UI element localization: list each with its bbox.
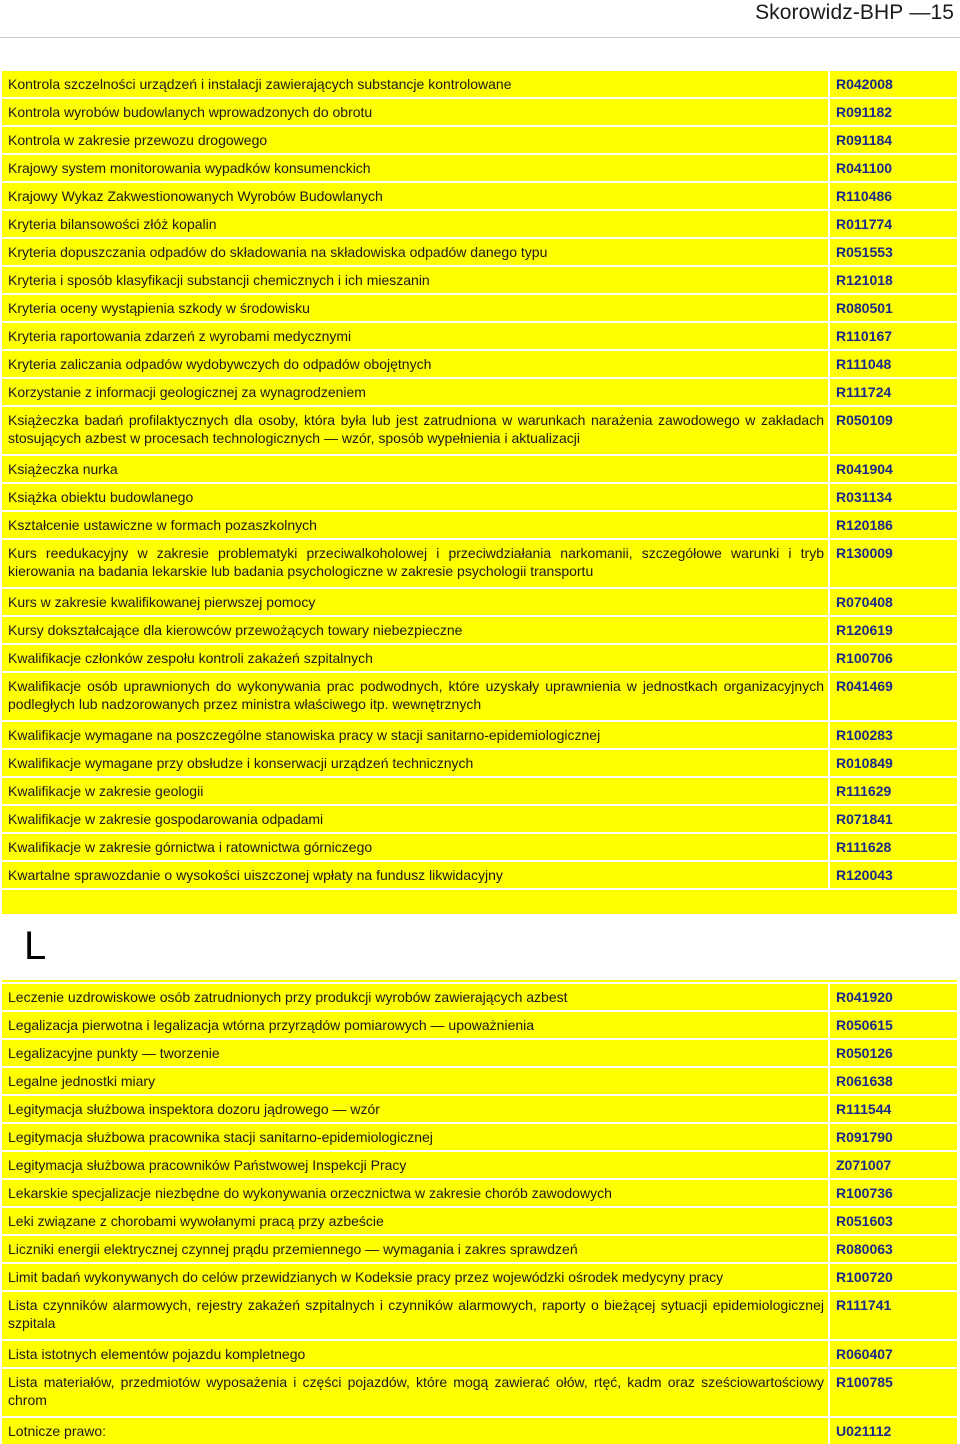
index-row xyxy=(2,671,957,720)
entry-code: R100785 xyxy=(828,1369,957,1416)
index-row xyxy=(2,1038,957,1066)
entry-name: Kryteria oceny wystąpienia szkody w środowisku xyxy=(8,300,310,316)
index-row xyxy=(2,209,957,237)
entry-name: Liczniki energii elektrycznej czynnej prądu przemiennego — wymagania i zakres sprawdzeń xyxy=(8,1241,578,1257)
entry-code: R110167 xyxy=(828,323,957,349)
entry-name: Kontrola szczelności urządzeń i instalacji zawierających substancje kontrolowane xyxy=(8,76,512,92)
entry-name: Kwalifikacje w zakresie gospodarowania odpadami xyxy=(8,811,324,827)
section-letter: L xyxy=(24,924,47,968)
index-row xyxy=(2,1122,957,1150)
entry-name: Kryteria dopuszczania odpadów do składowania na składowiska odpadów danego typu xyxy=(8,244,548,260)
entry-code: R050109 xyxy=(828,407,957,454)
entry-code: R011774 xyxy=(828,211,957,237)
index-row xyxy=(2,982,957,1010)
entry-code: R041920 xyxy=(828,984,957,1010)
entry-name: Legalizacyjne punkty — tworzenie xyxy=(8,1045,220,1061)
entry-name: Kwalifikacje wymagane przy obsłudze i konserwacji urządzeń technicznych xyxy=(8,755,474,771)
index-row xyxy=(2,181,957,209)
page-header xyxy=(0,0,960,38)
entry-name: Krajowy Wykaz Zakwestionowanych Wyrobów Budowlanych xyxy=(8,188,383,204)
entry-name: Kursy dokształcające dla kierowców przewożących towary niebezpieczne xyxy=(8,622,463,638)
index-row xyxy=(2,265,957,293)
entry-code: R061638 xyxy=(828,1068,957,1094)
entry-name: Legalizacja pierwotna i legalizacja wtórna przyrządów pomiarowych — upoważnienia xyxy=(8,1017,535,1033)
entry-code: R051603 xyxy=(828,1208,957,1234)
entry-name: Kryteria raportowania zdarzeń z wyrobami medycznymi xyxy=(8,328,352,344)
entry-name: Książeczka badań profilaktycznych dla osoby, która była lub jest zatrudniona w warunkach narażenia zawodowego w zakładach stosujących azbest w procesach technologicznych — wzór, sposób wypełnienia i aktualizacji xyxy=(8,412,824,446)
page-title: Skorowidz-BHP —15 xyxy=(755,1,954,24)
index-row xyxy=(2,1290,957,1339)
entry-code: R120043 xyxy=(828,862,957,888)
entry-code: R120186 xyxy=(828,512,957,538)
entry-code: R050615 xyxy=(828,1012,957,1038)
entry-name: Leki związane z chorobami wywołanymi pracą przy azbeście xyxy=(8,1213,384,1229)
entry-name: Kwartalne sprawozdanie o wysokości uiszczonej wpłaty na fundusz likwidacyjny xyxy=(8,867,503,883)
entry-code: R091790 xyxy=(828,1124,957,1150)
entry-code: R070408 xyxy=(828,589,957,615)
section-l-header xyxy=(2,912,957,982)
section-l-rows xyxy=(2,982,957,1444)
entry-name: Kurs reedukacyjny w zakresie problematyki przeciwalkoholowej i przeciwdziałania narkomanii, szczegółowe warunki i tryb kierowania na badania lekarskie lub badania psychologiczne w zakresie psychologii transportu xyxy=(8,545,824,579)
entry-code: R100706 xyxy=(828,645,957,671)
entry-name: Kurs w zakresie kwalifikowanej pierwszej pomocy xyxy=(8,594,316,610)
entry-name: Legitymacja służbowa pracownika stacji sanitarno-epidemiologicznej xyxy=(8,1129,433,1145)
entry-name: Korzystanie z informacji geologicznej za wynagrodzeniem xyxy=(8,384,366,400)
entry-code: R041469 xyxy=(828,673,957,720)
entry-name: Lekarskie specjalizacje niezbędne do wykonywania orzecznictwa w zakresie chorób zawodowych xyxy=(8,1185,612,1201)
entry-name: Kryteria i sposób klasyfikacji substancji chemicznych i ich mieszanin xyxy=(8,272,430,288)
index-row xyxy=(2,643,957,671)
entry-code: R111544 xyxy=(828,1096,957,1122)
entry-code: R060407 xyxy=(828,1341,957,1367)
entry-code: R091182 xyxy=(828,99,957,125)
entry-name: Kwalifikacje w zakresie geologii xyxy=(8,783,204,799)
index-row xyxy=(2,538,957,587)
entry-name: Legalne jednostki miary xyxy=(8,1073,156,1089)
index-row xyxy=(2,510,957,538)
entry-name: Kwalifikacje wymagane na poszczególne stanowiska pracy w stacji sanitarno-epidemiologicznej xyxy=(8,727,601,743)
entry-name: Lotnicze prawo: xyxy=(8,1423,107,1439)
index-row xyxy=(2,860,957,888)
entry-code: R080063 xyxy=(828,1236,957,1262)
entry-name: Leczenie uzdrowiskowe osób zatrudnionych przy produkcji wyrobów zawierających azbest xyxy=(8,989,568,1005)
index-row xyxy=(2,615,957,643)
entry-name: Legitymacja służbowa pracowników Państwowej Inspekcji Pracy xyxy=(8,1157,407,1173)
entry-name: Kształcenie ustawiczne w formach pozaszkolnych xyxy=(8,517,317,533)
entry-code: R120619 xyxy=(828,617,957,643)
index-row xyxy=(2,1178,957,1206)
index-row xyxy=(2,482,957,510)
entry-code: R110486 xyxy=(828,183,957,209)
entry-code: R111724 xyxy=(828,379,957,405)
entry-code: R111628 xyxy=(828,834,957,860)
entry-name: Kwalifikacje członków zespołu kontroli zakażeń szpitalnych xyxy=(8,650,373,666)
index-row xyxy=(2,1262,957,1290)
entry-code: R041100 xyxy=(828,155,957,181)
entry-code: R031134 xyxy=(828,484,957,510)
entry-name: Książeczka nurka xyxy=(8,461,118,477)
index-row xyxy=(2,832,957,860)
entry-code: R051553 xyxy=(828,239,957,265)
index-row xyxy=(2,454,957,482)
entry-code: R010849 xyxy=(828,750,957,776)
index-row xyxy=(2,405,957,454)
index-row xyxy=(2,1339,957,1367)
index-row xyxy=(2,377,957,405)
index-row xyxy=(2,125,957,153)
entry-code: Z071007 xyxy=(828,1152,957,1178)
entry-name: Lista materiałów, przedmiotów wyposażenia i części pojazdów, które mogą zawierać ołów, rtęć, kadm oraz sześciowartościowy chrom xyxy=(8,1374,824,1408)
entry-name: Legitymacja służbowa inspektora dozoru jądrowego — wzór xyxy=(8,1101,380,1117)
entry-code: R100720 xyxy=(828,1264,957,1290)
entry-name: Kwalifikacje w zakresie górnictwa i ratownictwa górniczego xyxy=(8,839,373,855)
entry-name: Krajowy system monitorowania wypadków konsumenckich xyxy=(8,160,371,176)
entry-code: R071841 xyxy=(828,806,957,832)
entry-name: Książka obiektu budowlanego xyxy=(8,489,194,505)
section-gap xyxy=(2,888,957,912)
entry-code: R100283 xyxy=(828,722,957,748)
index-row xyxy=(2,1416,957,1444)
index-row xyxy=(2,587,957,615)
index-row xyxy=(2,1066,957,1094)
header-divider xyxy=(0,37,960,38)
entry-code: R050126 xyxy=(828,1040,957,1066)
index-row xyxy=(2,153,957,181)
index-row xyxy=(2,1367,957,1416)
entry-code: R080501 xyxy=(828,295,957,321)
entry-code: R091184 xyxy=(828,127,957,153)
index-row xyxy=(2,1010,957,1038)
index-row xyxy=(2,321,957,349)
entry-name: Kryteria bilansowości złóż kopalin xyxy=(8,216,217,232)
entry-name: Lista czynników alarmowych, rejestry zakażeń szpitalnych i czynników alarmowych, raporty o bieżącej sytuacji epidemiologicznej szpitala xyxy=(8,1297,824,1331)
entry-name: Kryteria zaliczania odpadów wydobywczych do odpadów obojętnych xyxy=(8,356,432,372)
index-row xyxy=(2,720,957,748)
index-row xyxy=(2,97,957,125)
index-row xyxy=(2,804,957,832)
index-row xyxy=(2,748,957,776)
index-row xyxy=(2,69,957,97)
entry-code: R100736 xyxy=(828,1180,957,1206)
entry-name: Kontrola w zakresie przewozu drogowego xyxy=(8,132,268,148)
index-row xyxy=(2,1234,957,1262)
entry-name: Limit badań wykonywanych do celów przewidzianych w Kodeksie pracy przez wojewódzki ośrodek medycyny pracy xyxy=(8,1269,724,1285)
entry-code: R121018 xyxy=(828,267,957,293)
entry-code: R042008 xyxy=(828,71,957,97)
entry-code: R130009 xyxy=(828,540,957,587)
entry-name: Kwalifikacje osób uprawnionych do wykonywania prac podwodnych, które uzyskały uprawnienia w jednostkach organizacyjnych podległych lub nadzorowanych przez ministra właściwego itp. wewnętrznych xyxy=(8,678,824,712)
index-row xyxy=(2,1150,957,1178)
index-table xyxy=(2,69,957,1444)
index-row xyxy=(2,1206,957,1234)
index-row xyxy=(2,349,957,377)
entry-code: R041904 xyxy=(828,456,957,482)
index-row xyxy=(2,237,957,265)
index-row xyxy=(2,293,957,321)
entry-code: U021112 xyxy=(828,1418,957,1444)
entry-code: R111629 xyxy=(828,778,957,804)
section-k-rows xyxy=(2,69,957,888)
entry-code: R111741 xyxy=(828,1292,957,1339)
index-row xyxy=(2,1094,957,1122)
entry-name: Lista istotnych elementów pojazdu kompletnego xyxy=(8,1346,306,1362)
entry-name: Kontrola wyrobów budowlanych wprowadzonych do obrotu xyxy=(8,104,373,120)
index-row xyxy=(2,776,957,804)
entry-code: R111048 xyxy=(828,351,957,377)
